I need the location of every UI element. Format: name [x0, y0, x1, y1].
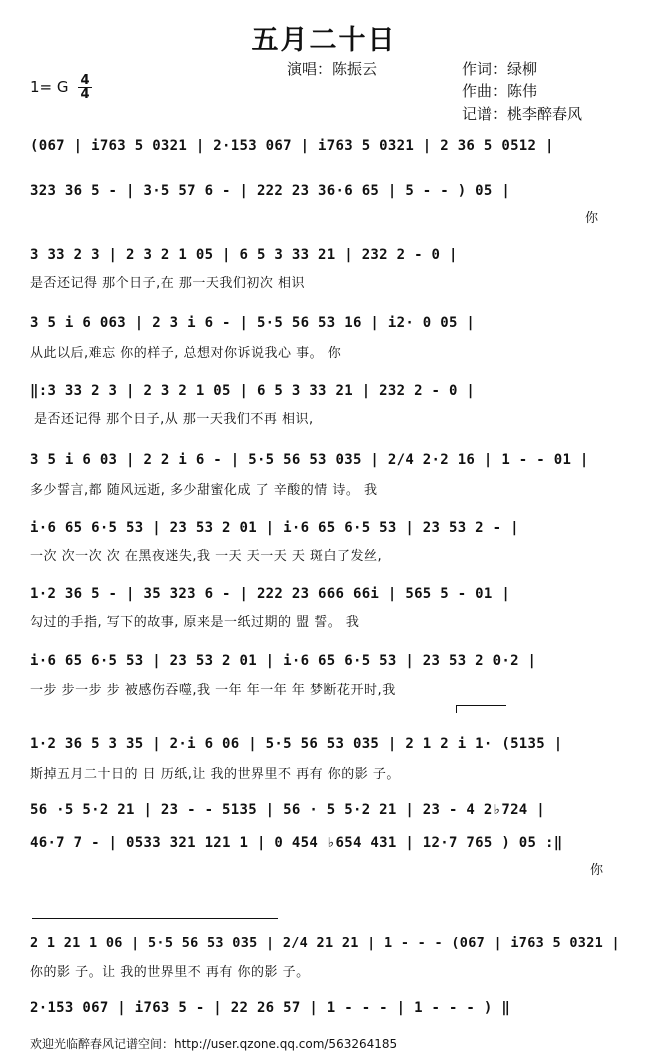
key-signature: 1= G: [30, 78, 69, 96]
score-line-5-notes: ‖:3 33 2 3 | 2 3 2 1 05 | 6 5 3 33 21 | 232 2 - 0 |: [30, 383, 476, 399]
score-line-6-notes: 3 5 i 6 03 | 2 2 i 6 - | 5·5 56 53 035 | 2/4 2·2 16 | 1 - - 01 |: [30, 452, 589, 468]
score-line-6-lyrics: 多少誓言,都 随风远逝, 多少甜蜜化成 了 辛酸的情 诗。 我: [30, 483, 378, 498]
lyricist-credit: 作词：绿柳: [462, 60, 538, 78]
score-line-8-notes: 1·2 36 5 - | 35 323 6 - | 222 23 666 66i | 565 5 - 01 |: [30, 586, 511, 602]
score-line-3-notes: 3 33 2 3 | 2 3 2 1 05 | 6 5 3 33 21 | 232 2 - 0 |: [30, 247, 458, 263]
score-line-2-lyrics: 你: [585, 211, 599, 226]
score-line-10-lyrics: 斯掉五月二十日的 日 历纸,让 我的世界里不 再有 你的影 子。: [30, 767, 400, 782]
score-line-7-notes: i·6 65 6·5 53 | 23 53 2 01 | i·6 65 6·5 53 | 23 53 2 - |: [30, 520, 519, 536]
singer-credit: 演唱：陈振云: [287, 60, 378, 78]
score-line-4-notes: 3 5 i 6 063 | 2 3 i 6 - | 5·5 56 53 16 | i2· 0 05 |: [30, 315, 476, 331]
score-line-4-lyrics: 从此以后,难忘 你的样子, 总想对你诉说我心 事。 你: [30, 346, 342, 361]
score-line-7-lyrics: 一次 次一次 次 在黑夜迷失,我 一天 天一天 天 斑白了发丝,: [30, 549, 383, 564]
score-line-10-notes: 1·2 36 5 3 35 | 2·i 6 06 | 5·5 56 53 035 | 2 1 2 i 1· (5135 |: [30, 736, 563, 752]
score-line-8-lyrics: 勾过的手指, 写下的故事, 原来是一纸过期的 盟 誓。 我: [30, 615, 360, 630]
score-line-9-lyrics: 一步 步一步 步 被感伤吞噬,我 一年 年一年 年 梦断花开时,我: [30, 683, 396, 698]
score-line-9-notes: i·6 65 6·5 53 | 23 53 2 01 | i·6 65 6·5 53 | 23 53 2 0·2 |: [30, 653, 537, 669]
footer-note: 欢迎光临醉春风记谱空间：http://user.qzone.qq.com/563264185: [30, 1037, 398, 1051]
time-signature-bottom: 4: [78, 87, 92, 101]
time-signature-top: 4: [80, 73, 90, 88]
score-line-2-notes: 323 36 5 - | 3·5 57 6 - | 222 23 36·6 65 | 5 - - ) 05 |: [30, 183, 511, 199]
score-line-12-lyrics: 你: [590, 863, 604, 878]
score-line-11-notes: 56 ·5 5·2 21 | 23 - - 5135 | 56 · 5 5·2 21 | 23 - 4 2♭724 |: [30, 802, 545, 818]
score-line-5-lyrics: 是否还记得 那个日子,从 那一天我们不再 相识,: [34, 412, 314, 427]
score-line-12-notes: 46·7 7 - | 0533 321 121 1 | 0 454 ♭654 431 | 12·7 765 ) 05 :‖: [30, 835, 563, 851]
score-line-1-notes: (067 | i763 5 0321 | 2·153 067 | i763 5 0321 | 2 36 5 0512 |: [30, 138, 554, 154]
volta-bracket: [456, 705, 506, 706]
score-line-3-lyrics: 是否还记得 那个日子,在 那一天我们初次 相识: [30, 276, 306, 291]
volta-bracket-end: [456, 705, 457, 713]
time-signature: [78, 74, 92, 101]
page-title: 五月二十日: [251, 25, 397, 56]
score-line-14-notes: 2·153 067 | i763 5 - | 22 26 57 | 1 - - - | 1 - - - ) ‖: [30, 1000, 511, 1016]
volta-bracket-2: [32, 918, 278, 919]
score-line-13-lyrics: 你的影 子。让 我的世界里不 再有 你的影 子。: [30, 965, 310, 980]
score-line-13-notes: 2 1 21 1 06 | 5·5 56 53 035 | 2/4 21 21 | 1 - - - (067 | i763 5 0321 |: [30, 935, 620, 951]
transcriber-credit: 记谱：桃李醉春风: [462, 105, 583, 123]
composer-credit: 作曲：陈伟: [462, 82, 538, 100]
